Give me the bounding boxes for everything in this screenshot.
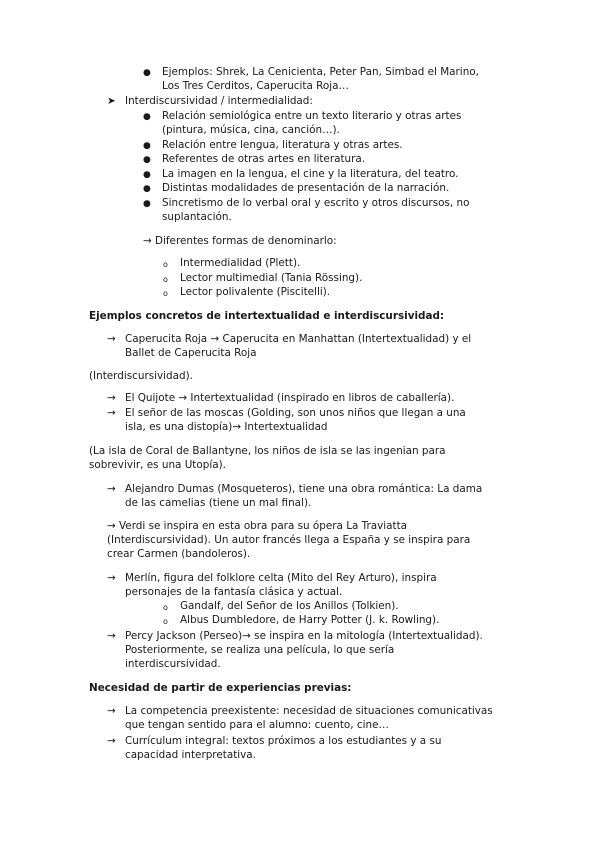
arrow-icon: → <box>107 483 116 495</box>
bullet-icon: ● <box>143 199 151 209</box>
bullet-icon: ● <box>143 141 151 151</box>
arrow-icon: → <box>107 407 116 419</box>
circle-bullet-icon: o <box>163 289 168 298</box>
text-line: isla, es una distopía)→ Intertextualidad <box>125 421 328 433</box>
arrow-icon: → <box>107 333 116 345</box>
list-item: Gandalf, del Señor de los Anillos (Tolkien). <box>180 600 399 612</box>
section-heading: Ejemplos concretos de intertextualidad e interdiscursividad: <box>89 310 445 322</box>
list-item: Distintas modalidades de presentación de la narración. <box>162 182 450 194</box>
text-line: Ejemplos: Shrek, La Cenicienta, Peter Pan, Simbad el Marino, <box>162 66 479 78</box>
text-line: (Interdiscursividad). Un autor francés llega a España y se inspira para <box>107 534 471 546</box>
text-line: sobrevivir, es una Utopía). <box>89 459 226 471</box>
text-line: El Quijote → Intertextualidad (inspirado en libros de caballería). <box>125 392 455 404</box>
list-item: Sincretismo de lo verbal oral y escrito y otros discursos, no <box>162 197 470 209</box>
text-line: crear Carmen (bandoleros). <box>107 548 251 560</box>
bullet-icon: ● <box>143 184 151 194</box>
text-line: → Diferentes formas de denominarlo: <box>143 235 337 247</box>
circle-bullet-icon: o <box>163 617 168 626</box>
bullet-icon: ● <box>143 170 151 180</box>
text-line: Currículum integral: textos próximos a los estudiantes y a su <box>125 735 442 747</box>
text-line: Merlín, figura del folklore celta (Mito del Rey Arturo), inspira <box>125 572 437 584</box>
list-item: (pintura, música, cina, canción…). <box>162 124 340 136</box>
list-item: Referentes de otras artes en literatura. <box>162 153 366 165</box>
text-line: Percy Jackson (Perseo)→ se inspira en la mitología (Intertextualidad). <box>125 630 483 642</box>
text-line: capacidad interpretativa. <box>125 749 256 761</box>
circle-bullet-icon: o <box>163 260 168 269</box>
section-label: Interdiscursividad / intermedialidad: <box>125 95 313 107</box>
list-item: Lector polivalente (Piscitelli). <box>180 286 331 298</box>
text-line: personajes de la fantasía clásica y actual. <box>125 586 343 598</box>
text-line: interdiscursividad. <box>125 658 221 670</box>
bullet-icon: ● <box>143 112 151 122</box>
section-heading: Necesidad de partir de experiencias previas: <box>89 682 352 694</box>
text-line: Posteriormente, se realiza una película, lo que sería <box>125 644 395 656</box>
arrow-icon: → <box>107 630 116 642</box>
arrow-icon: → <box>107 392 116 404</box>
text-line: Ballet de Caperucita Roja <box>125 347 257 359</box>
text-line: Alejandro Dumas (Mosqueteros), tiene una obra romántica: La dama <box>125 483 483 495</box>
circle-bullet-icon: o <box>163 275 168 284</box>
list-item: Intermedialidad (Plett). <box>180 257 301 269</box>
arrow-icon: → <box>107 705 116 717</box>
list-item: suplantación. <box>162 211 232 223</box>
bullet-icon: ● <box>143 155 151 165</box>
arrow-icon: → <box>107 572 116 584</box>
text-line: de las camelias (tiene un mal final). <box>125 497 312 509</box>
text-line: El señor de las moscas (Golding, son unos niños que llegan a una <box>125 407 466 419</box>
circle-bullet-icon: o <box>163 603 168 612</box>
list-item: Albus Dumbledore, de Harry Potter (J. k. Rowling). <box>180 614 440 626</box>
text-line: → Verdi se inspira en esta obra para su ópera La Traviatta <box>107 520 408 532</box>
text-line: (Interdiscursividad). <box>89 370 193 382</box>
text-line: que tengan sentido para el alumno: cuento, cine… <box>125 719 389 731</box>
text-line: Los Tres Cerditos, Caperucita Roja… <box>162 80 349 92</box>
list-item: La imagen en la lengua, el cine y la literatura, del teatro. <box>162 168 459 180</box>
text-line: (La isla de Coral de Ballantyne, los niños de isla se las ingenian para <box>89 445 446 457</box>
list-item: Lector multimedial (Tania Rössing). <box>180 272 363 284</box>
text-line: Caperucita Roja → Caperucita en Manhattan (Intertextualidad) y el <box>125 333 472 345</box>
list-item: Relación semiológica entre un texto literario y otras artes <box>162 110 462 122</box>
list-item: Relación entre lengua, literatura y otras artes. <box>162 139 403 151</box>
bullet-icon: ● <box>143 68 151 78</box>
arrowhead-bullet-icon: ➤ <box>107 95 116 107</box>
arrow-icon: → <box>107 735 116 747</box>
text-line: La competencia preexistente: necesidad de situaciones comunicativas <box>125 705 493 717</box>
